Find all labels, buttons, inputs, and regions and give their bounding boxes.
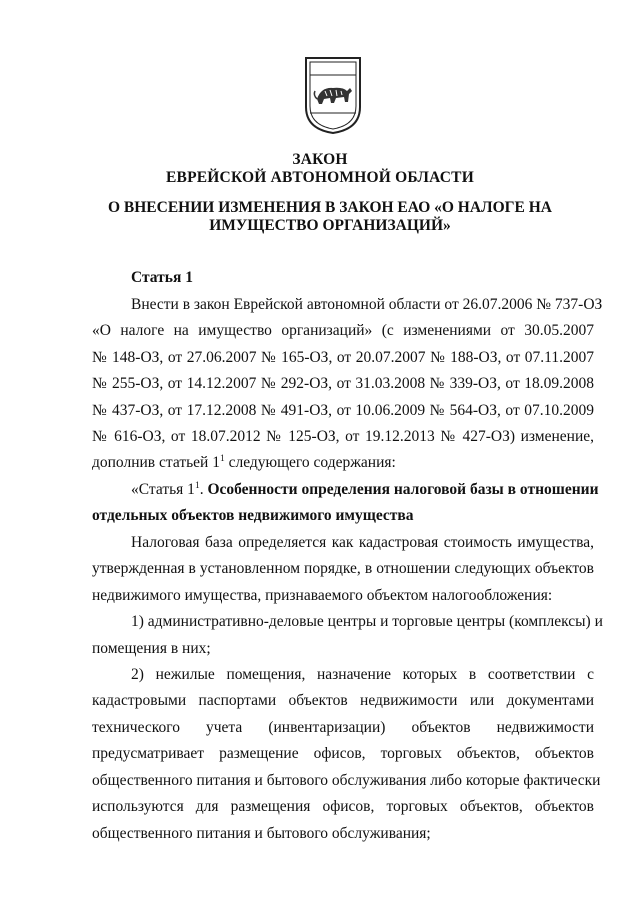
body-line: № 148-ОЗ, от 27.06.2007 № 165-ОЗ, от 20.07.2007 № 188-ОЗ, от 07.11.2007 (92, 349, 594, 366)
body-line: Внести в закон Еврейской автономной области от 26.07.2006 № 737-ОЗ (131, 296, 603, 313)
law-subtitle-line2: ИМУЩЕСТВО ОРГАНИЗАЦИЙ» (209, 217, 451, 234)
body-line: № 255-ОЗ, от 14.12.2007 № 292-ОЗ, от 31.03.2008 № 339-ОЗ, от 18.09.2008 (92, 375, 594, 392)
list-item-2-cont: кадастровыми паспортами объектов недвижимости или документами (92, 692, 594, 709)
list-item-1-cont: помещения в них; (92, 640, 211, 657)
law-title: ЗАКОН (292, 151, 348, 168)
region-title: ЕВРЕЙСКОЙ АВТОНОМНОЙ ОБЛАСТИ (166, 169, 474, 186)
superscript: 1 (194, 481, 200, 491)
list-item-2-cont: предусматривает размещение офисов, торговых объектов, объектов (92, 745, 594, 762)
body-line: «О налоге на имущество организаций» (с изменениями от 30.05.2007 (92, 322, 594, 339)
superscript: 1 (219, 454, 225, 464)
quote-article-title-cont: отдельных объектов недвижимого имущества (92, 507, 414, 524)
body-line: Налоговая база определяется как кадастровая стоимость имущества, (131, 534, 594, 551)
article-heading: Статья 1 (131, 269, 193, 286)
body-text: дополнив статьей 1 (92, 454, 220, 471)
list-item-2: 2) нежилые помещения, назначение которых в соответствии с (131, 666, 594, 683)
list-item-2-cont: технического учета (инвентаризации) объектов недвижимости (92, 719, 594, 736)
body-line: № 616-ОЗ, от 18.07.2012 № 125-ОЗ, от 19.12.2013 № 427-ОЗ) изменение, (92, 428, 594, 445)
list-item-2-cont: общественного питания и бытового обслуживания либо которые фактически (92, 772, 601, 789)
quote-article-title: Особенности определения налоговой базы в отношении (207, 481, 599, 498)
coat-of-arms-emblem (303, 55, 363, 135)
list-item-2-cont: общественного питания и бытового обслуживания; (92, 825, 431, 842)
law-subtitle-line1: О ВНЕСЕНИИ ИЗМЕНЕНИЯ В ЗАКОН ЕАО «О НАЛОГЕ НА (107, 199, 552, 216)
body-text: следующего содержания: (224, 454, 396, 471)
list-item-1: 1) административно-деловые центры и торговые центры (комплексы) и (131, 613, 603, 630)
quote-article-label: «Статья 1 (131, 481, 195, 498)
quoted-article-heading (131, 481, 599, 499)
list-item-2-cont: используются для размещения офисов, торговых объектов, объектов (92, 798, 594, 815)
body-line: № 437-ОЗ, от 17.12.2008 № 491-ОЗ, от 10.06.2009 № 564-ОЗ, от 07.10.2009 (92, 402, 594, 419)
body-line: недвижимого имущества, признаваемого объектом налогообложения: (92, 587, 553, 604)
body-line: утвержденная в установленном порядке, в отношении следующих объектов (92, 560, 594, 577)
quote-separator: . (199, 481, 208, 498)
body-line (92, 454, 594, 472)
